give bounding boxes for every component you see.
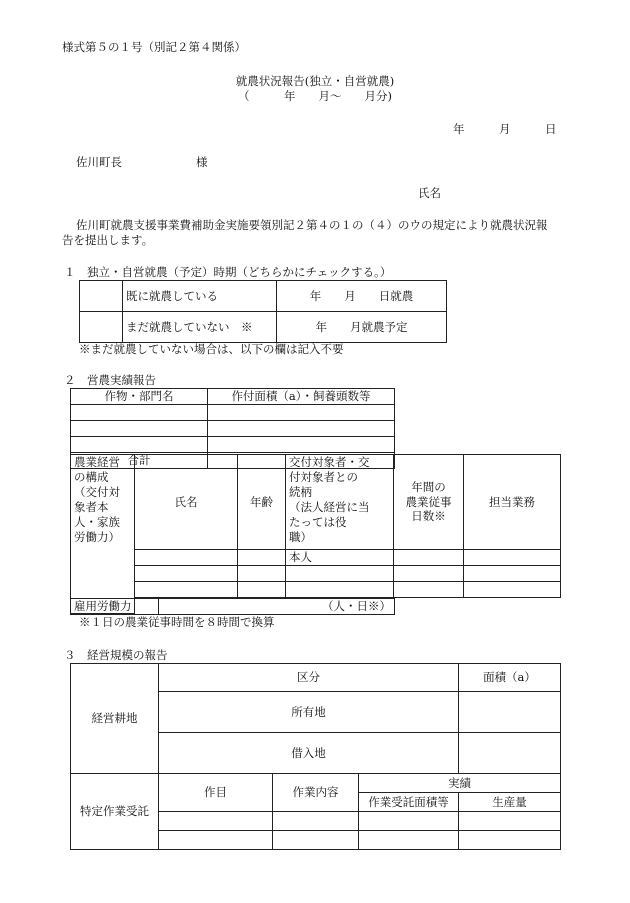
area-cell[interactable] [208,421,395,437]
table-row [71,582,561,598]
relation-cell[interactable] [286,566,394,582]
production-header: 生産量 [459,793,561,812]
area-cell[interactable] [208,437,395,453]
honorific: 様 [196,155,208,169]
table-row [80,312,447,343]
age-header: 年齢 [238,455,286,550]
name-cell[interactable] [135,582,238,598]
employment-status-table [79,280,447,343]
days-cell[interactable] [394,582,464,598]
name-label: 氏名 [418,186,441,200]
crop-cell[interactable] [71,405,208,421]
area-header: 面積（a） [459,664,561,692]
intro-text-line2: 告を提出します。 [62,233,154,247]
labor-table [70,454,561,614]
total-label: 合計 [71,453,208,469]
table-row [71,664,561,692]
spacer-cell [464,598,561,614]
leased-land-area[interactable] [459,733,561,774]
intro-text-line1: 佐川町就農支援事業費補助金実施要領別記２第４の１の（４）のウの規定により就農状況報 [76,218,548,232]
table-row [71,437,395,453]
contract-area-header: 作業受託面積等 [359,793,459,812]
planned-farming-date[interactable]: 年 月就農予定 [277,312,447,343]
section3-heading: ３ 経営規模の報告 [64,648,168,662]
land-label: 経営耕地 [71,664,159,774]
crop-cell[interactable] [71,421,208,437]
already-farming-label: 既に就農している [123,281,277,312]
section2-note: ※１日の農業従事時間を８時間で換算 [79,615,275,629]
table-row [71,389,395,405]
farming-start-date[interactable]: 年 月 日就農 [277,281,447,312]
relation-header: 交付対象者・交 付対象者との 続柄 （法人経営に当 たっては役 職） [286,455,394,550]
contract-area-cell[interactable] [359,831,459,850]
days-cell[interactable] [394,550,464,566]
checkbox-not-yet-farming[interactable] [80,312,123,343]
table-row [71,774,561,793]
crop-header: 作物・部門名 [71,389,208,405]
contract-label: 特定作業受託 [71,774,159,850]
item-cell[interactable] [159,812,273,831]
relation-cell[interactable] [286,582,394,598]
report-title: 就農状況報告(独立・自営就農) [235,74,395,88]
report-date: 年 月 日 [453,122,557,136]
age-cell[interactable] [238,550,286,566]
not-yet-farming-label: まだ就農していない ※ [123,312,277,343]
section1-note: ※まだ就農していない場合は、以下の欄は記入不要 [79,342,344,356]
days-header: 年間の 農業従事 日数※ [394,455,464,550]
area-header: 作付面積（a）・飼養頭数等 [208,389,395,405]
production-cell[interactable] [459,812,561,831]
hired-labor-table [70,598,395,615]
results-header: 実績 [359,774,561,793]
hired-labor-label: 雇用労働力 [71,599,159,615]
form-number: 様式第５の１号（別記２第４関係） [62,40,246,54]
owned-land-label: 所有地 [159,692,459,733]
owned-land-area[interactable] [459,692,561,733]
self-label: 本人 [286,550,394,566]
item-cell[interactable] [159,831,273,850]
work-header: 作業内容 [273,774,359,812]
report-period: （ 年 月～ 月分) [238,89,392,103]
table-row [71,599,395,615]
table-row [71,455,561,550]
section2-heading: ２ 営農実績報告 [64,373,156,387]
age-cell[interactable] [238,582,286,598]
farm-scale-table [70,663,561,850]
table-row [71,566,561,582]
addressee: 佐川町長 [76,155,122,169]
table-row [80,281,447,312]
composition-label: 農業経営 の構成 （交付対 象者本 人・家族 労働力） [71,455,135,614]
spacer-cell [394,598,464,614]
leased-land-label: 借入地 [159,733,459,774]
production-cell[interactable] [459,831,561,850]
hired-labor-unit[interactable]: （人・日※） [159,599,395,615]
table-row [71,405,395,421]
days-cell[interactable] [394,566,464,582]
area-cell[interactable] [208,405,395,421]
duty-cell[interactable] [464,550,561,566]
checkbox-already-farming[interactable] [80,281,123,312]
work-cell[interactable] [273,831,359,850]
name-cell[interactable] [135,566,238,582]
name-cell[interactable] [135,550,238,566]
duty-cell[interactable] [464,582,561,598]
name-header: 氏名 [135,455,238,550]
table-row [71,421,395,437]
age-cell[interactable] [238,566,286,582]
table-row [71,550,561,566]
work-cell[interactable] [273,812,359,831]
category-header: 区分 [159,664,459,692]
contract-area-cell[interactable] [359,812,459,831]
duty-cell[interactable] [464,566,561,582]
section1-heading: １ 独立・自営就農（予定）時期（どちらかにチェックする。） [64,265,392,279]
duty-header: 担当業務 [464,455,561,550]
item-header: 作目 [159,774,273,812]
crop-cell[interactable] [71,437,208,453]
